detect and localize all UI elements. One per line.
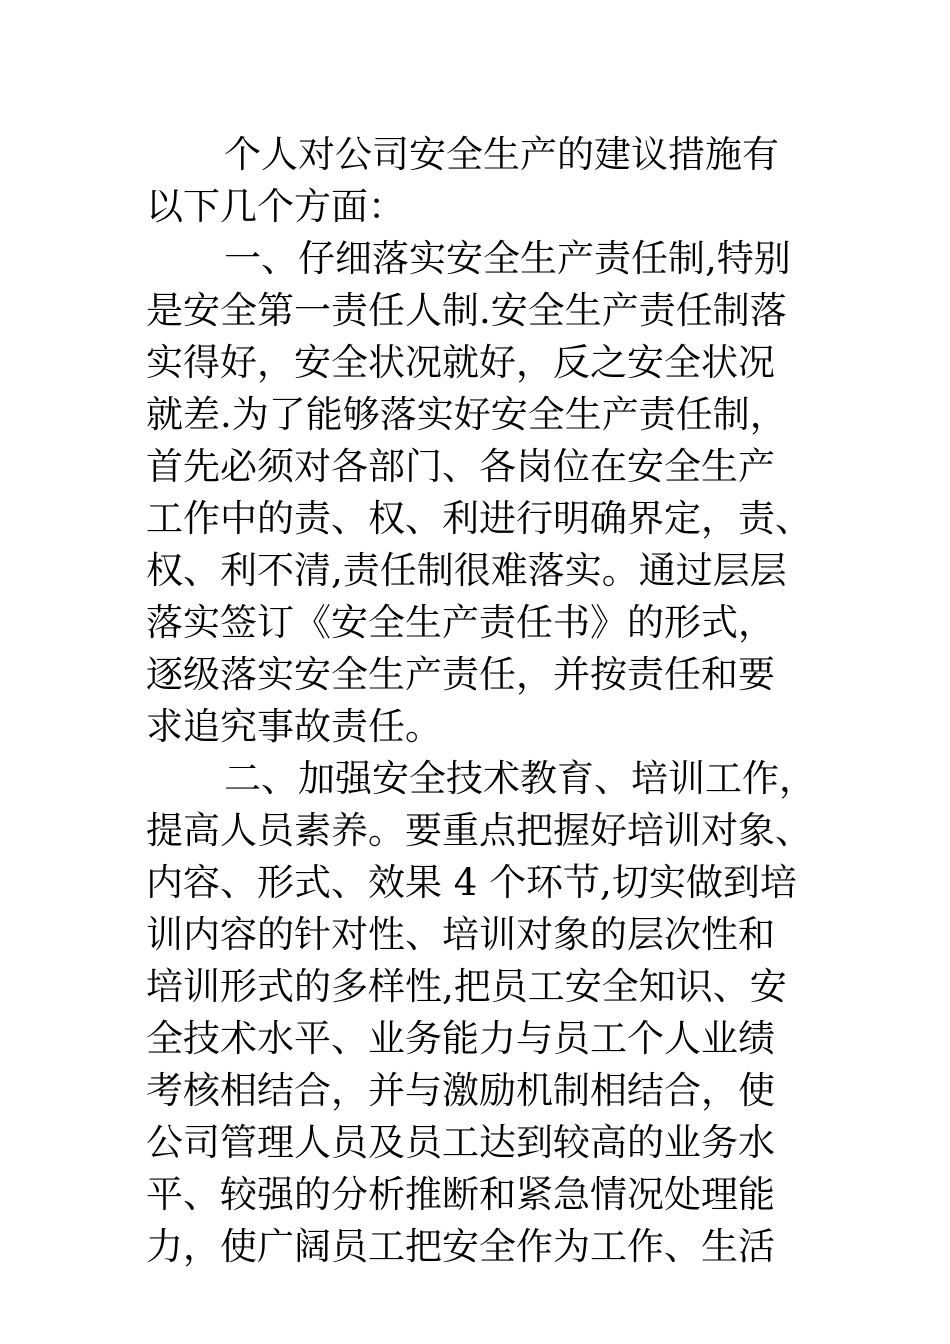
text-line: 一、仔细落实安全生产责任制,特别 [224,237,791,280]
text-line: 落实签订《安全生产责任书》的形式， [146,601,775,644]
text-line: 力，使广阔员工把安全作为工作、生活 [146,1225,775,1268]
text-line: 公司管理人员及员工达到较高的业务水 [146,1121,775,1164]
text-line: 是安全第一责任人制.安全生产责任制落 [146,289,787,332]
text-line: 就差.为了能够落实好安全生产责任制， [146,393,787,436]
text-line: 提高人员素养。要重点把握好培训对象、 [146,809,812,852]
text-line: 全技术水平、业务能力与员工个人业绩 [146,1017,775,1060]
text-line: 个人对公司安全生产的建议措施有 [224,133,779,176]
text-line: 逐级落实安全生产责任，并按责任和要 [146,653,775,696]
text-line: 权、利不清,责任制很难落实。通过层层 [146,549,787,592]
document-page [146,0,816,1344]
text-line: 工作中的责、权、利进行明确界定，责、 [146,497,812,540]
text-line: 以下几个方面： [146,185,405,228]
text-line: 二、加强安全技术教育、培训工作， [224,757,816,800]
text-line: 培训形式的多样性,把员工安全知识、安 [146,965,787,1008]
text-line: 考核相结合，并与激励机制相结合，使 [146,1069,775,1112]
text-line: 训内容的针对性、培训对象的层次性和 [146,913,775,956]
text-line: 实得好，安全状况就好，反之安全状况 [146,341,775,384]
text-line: 首先必须对各部门、各岗位在安全生产 [146,445,775,488]
text-line: 求追究事故责任。 [146,705,442,748]
text-line: 平、较强的分析推断和紧急情况处理能 [146,1173,775,1216]
text-line: 内容、形式、效果 4 个环节,切实做到培 [146,861,797,904]
